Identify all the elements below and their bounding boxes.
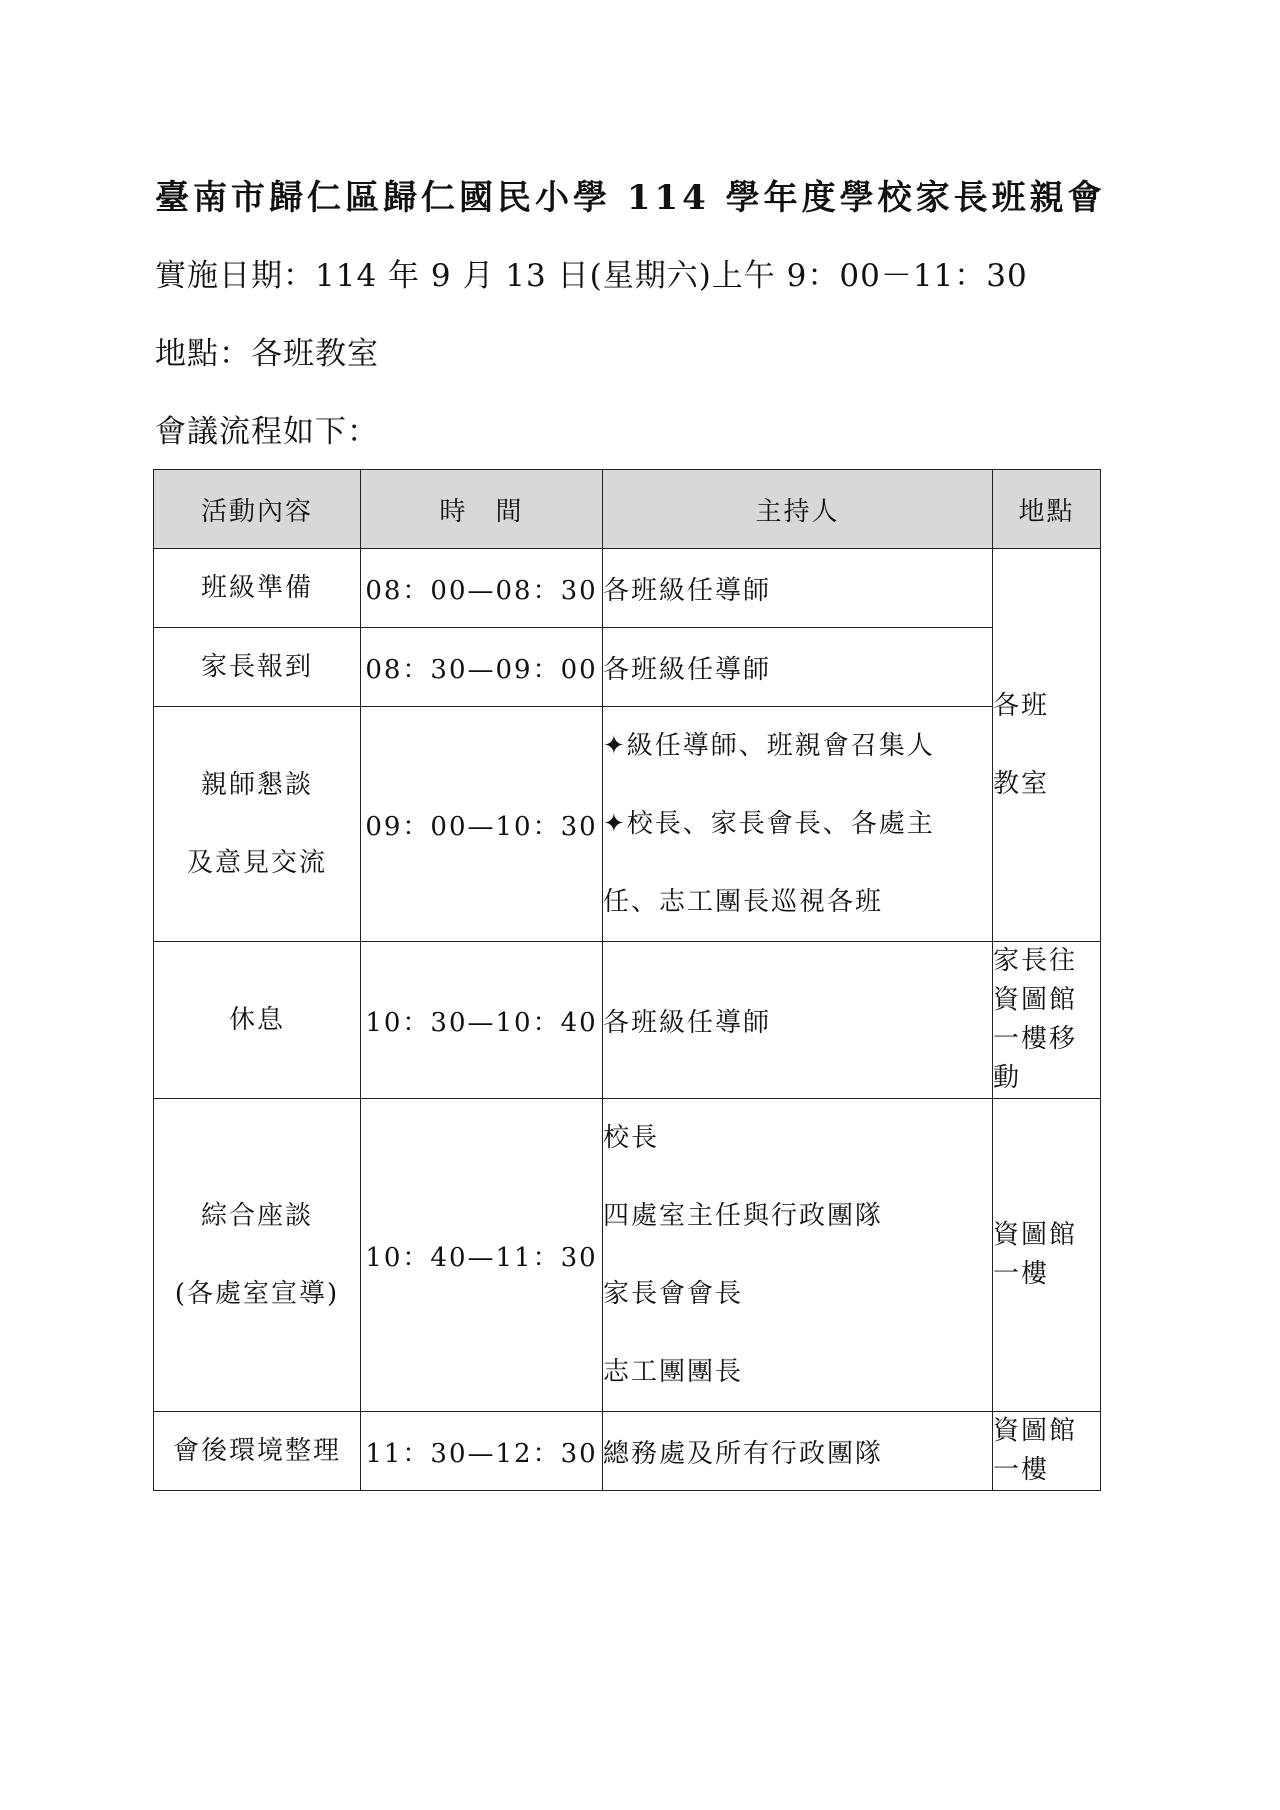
host-cell xyxy=(603,628,993,707)
time-cell: 10：30—10：40 xyxy=(361,942,603,1099)
activity-cell xyxy=(154,1099,361,1412)
location-cell xyxy=(993,942,1101,1099)
host-cell xyxy=(603,707,993,942)
host-text: 各班級任導師 xyxy=(603,575,772,606)
table-row xyxy=(154,1412,1101,1491)
header-time: 時 間 xyxy=(361,470,603,549)
time-cell: 08：00—08：30 xyxy=(361,549,603,628)
location-text: 動 xyxy=(993,1063,1022,1093)
location-text: 一樓 xyxy=(993,1455,1050,1485)
activity-text: 休息 xyxy=(228,1005,285,1035)
table-row xyxy=(154,1099,1101,1412)
activity-cell xyxy=(154,549,361,628)
host-text: 家長會會長 xyxy=(603,1279,744,1309)
location-text: 教室 xyxy=(993,769,1050,799)
time-cell: 09：00—10：30 xyxy=(361,707,603,942)
header-activity: 活動內容 xyxy=(154,470,361,549)
host-text: 校長 xyxy=(603,1123,660,1153)
flow-heading: 會議流程如下： xyxy=(155,414,379,450)
location-text: 家長往 xyxy=(993,946,1078,976)
host-text: 各班級任導師 xyxy=(603,654,772,685)
activity-text: 及意見交流 xyxy=(186,848,327,878)
table-header-row xyxy=(154,470,1101,549)
host-text: 各班級任導師 xyxy=(603,1007,772,1038)
time-cell: 11：30—12：30 xyxy=(361,1412,603,1491)
location-text: 各班 xyxy=(993,691,1050,721)
document-title: 臺南市歸仁區歸仁國民小學 114 學年度學校家長班親會 xyxy=(155,178,1106,218)
activity-text: (各處室宣導) xyxy=(174,1279,340,1309)
host-cell xyxy=(603,1099,993,1412)
activity-text: 家長報到 xyxy=(200,652,313,682)
time-cell: 10：40—11：30 xyxy=(361,1099,603,1412)
location-text: 資圖館 xyxy=(993,1220,1078,1250)
table-row xyxy=(154,628,1101,707)
activity-cell xyxy=(154,628,361,707)
location-text: 一樓移 xyxy=(993,1024,1078,1054)
location-text: 資圖館 xyxy=(993,985,1078,1015)
table-row xyxy=(154,942,1101,1099)
header-host: 主持人 xyxy=(603,470,993,549)
location-text: 資圖館 xyxy=(993,1416,1078,1446)
activity-cell xyxy=(154,707,361,942)
location-text: 一樓 xyxy=(993,1259,1050,1289)
host-cell xyxy=(603,549,993,628)
location-cell xyxy=(993,1412,1101,1491)
host-text: ✦級任導師、班親會召集人 xyxy=(603,731,935,761)
schedule-table xyxy=(153,469,1101,1491)
host-text: 四處室主任與行政團隊 xyxy=(603,1201,884,1231)
table-row xyxy=(154,549,1101,628)
activity-cell xyxy=(154,942,361,1099)
header-location: 地點 xyxy=(993,470,1101,549)
event-place: 地點：各班教室 xyxy=(155,336,379,372)
host-text: ✦校長、家長會長、各處主 xyxy=(603,809,935,839)
location-cell-merged xyxy=(993,549,1101,942)
activity-text: 會後環境整理 xyxy=(172,1436,341,1466)
host-text: 任、志工團長巡視各班 xyxy=(603,887,884,917)
location-cell xyxy=(993,1099,1101,1412)
host-cell xyxy=(603,1412,993,1491)
activity-cell xyxy=(154,1412,361,1491)
event-date: 實施日期：114 年 9 月 13 日(星期六)上午 9：00－11：30 xyxy=(155,258,1028,294)
activity-text: 親師懇談 xyxy=(200,770,313,800)
host-cell xyxy=(603,942,993,1099)
activity-text: 班級準備 xyxy=(200,573,313,603)
host-text: 志工團團長 xyxy=(603,1357,744,1387)
activity-text: 綜合座談 xyxy=(200,1201,313,1231)
table-row xyxy=(154,707,1101,942)
time-cell: 08：30—09：00 xyxy=(361,628,603,707)
host-text: 總務處及所有行政團隊 xyxy=(603,1438,884,1469)
